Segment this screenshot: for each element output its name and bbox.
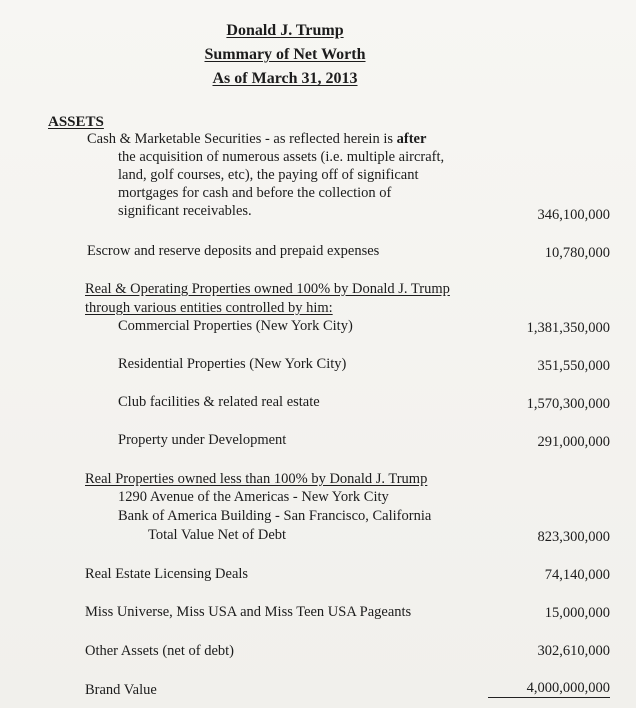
pageants-amount: 15,000,000 <box>544 605 610 621</box>
owned100-item-amount: 351,550,000 <box>537 358 610 374</box>
other-assets-amount: 302,610,000 <box>537 643 610 659</box>
owned100-heading-line-1: Real & Operating Properties owned 100% by Donald J. Trump <box>85 281 450 297</box>
ownedless-property-1: 1290 Avenue of the Americas - New York City <box>118 489 389 505</box>
owned100-heading-line-2: through various entities controlled by him: <box>85 300 333 316</box>
cash-line-5: significant receivables. <box>118 203 252 219</box>
brand-value-label: Brand Value <box>85 682 157 698</box>
cash-line-4: mortgages for cash and before the collection of <box>118 185 392 201</box>
cash-line-1-text: Cash & Marketable Securities - as reflected herein is <box>87 131 397 147</box>
escrow-amount: 10,780,000 <box>544 245 610 261</box>
owned100-item-label: Commercial Properties (New York City) <box>118 318 353 334</box>
ownedless-property-2: Bank of America Building - San Francisco, California <box>118 508 432 524</box>
escrow-label: Escrow and reserve deposits and prepaid expenses <box>87 243 380 259</box>
owned100-item-amount: 1,570,300,000 <box>526 396 610 412</box>
licensing-label: Real Estate Licensing Deals <box>85 566 249 582</box>
cash-line-2: the acquisition of numerous assets (i.e. multiple aircraft, <box>118 149 445 165</box>
owned100-item-label: Property under Development <box>118 432 287 448</box>
other-assets-label: Other Assets (net of debt) <box>85 643 234 659</box>
cash-line-3: land, golf courses, etc), the paying off of significant <box>118 167 419 183</box>
owned100-item-amount: 291,000,000 <box>537 434 610 450</box>
cash-line-1-bold: after <box>396 131 427 147</box>
cash-line-1 <box>87 131 426 148</box>
owned100-item-amount: 1,381,350,000 <box>526 320 610 336</box>
ownedless-total-label: Total Value Net of Debt <box>148 527 287 543</box>
ownedless-amount: 823,300,000 <box>537 529 610 545</box>
brand-value-amount: 4,000,000,000 <box>526 680 610 696</box>
document-title-name: Donald J. Trump <box>226 22 344 39</box>
pageants-label: Miss Universe, Miss USA and Miss Teen USA Pageants <box>85 604 412 620</box>
total-underline <box>488 697 610 698</box>
cash-amount: 346,100,000 <box>537 207 610 223</box>
owned100-item-label: Residential Properties (New York City) <box>118 356 347 372</box>
assets-heading: ASSETS <box>48 114 104 130</box>
document-subtitle: Summary of Net Worth <box>204 46 366 63</box>
owned100-item-label: Club facilities & related real estate <box>118 394 320 410</box>
ownedless-heading: Real Properties owned less than 100% by Donald J. Trump <box>85 471 428 487</box>
document-date: As of March 31, 2013 <box>212 70 358 87</box>
licensing-amount: 74,140,000 <box>544 567 610 583</box>
